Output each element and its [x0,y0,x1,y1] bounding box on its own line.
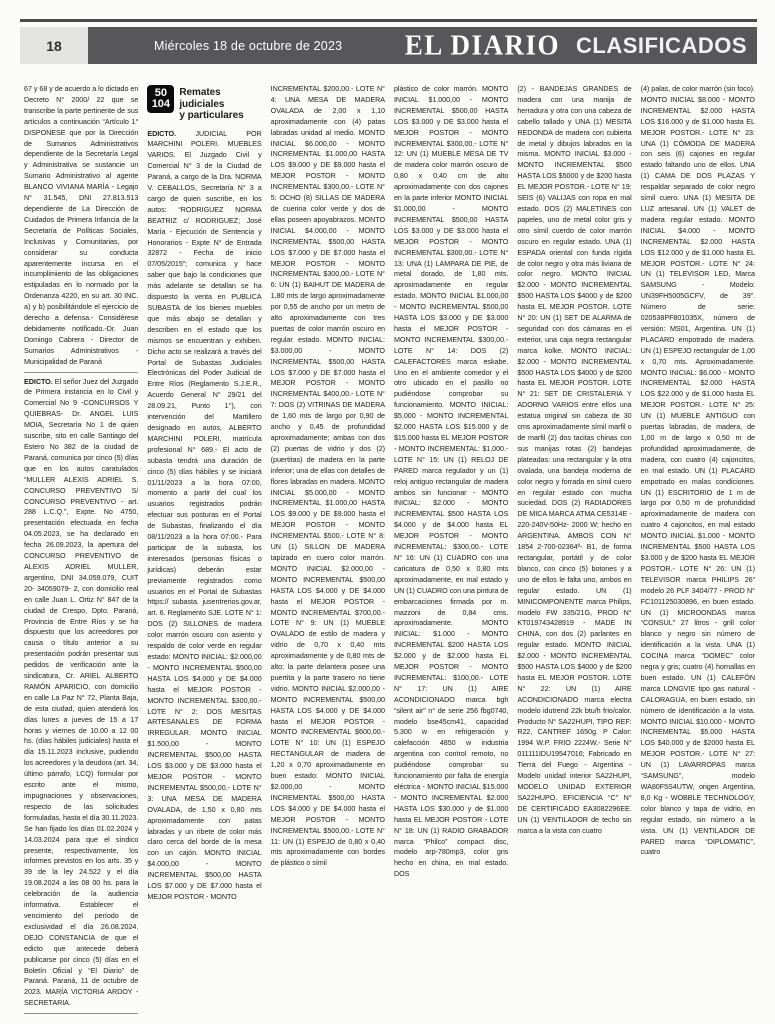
page-number: 18 [20,27,88,64]
auction-notice-part-2: INCREMENTAL $200,00.- LOTE N° 4: UNA MESA DE MADERA OVALADA de 2,00 x 1,10 aproximadamente con (4) patas labradas unidad al medio. MONTO INICIAL $6.000,00 - MONTO INCREMENTAL $1.000,00 HASTA LOS $9.000 y DE $9.000 hasta el MEJOR POSTOR - MONTO INCREMENTAL $300,00.- LOTE N° 5: OCHO (8) SILLAS DE MADERA de cuerina color verde y dos de ellas poseen apoyabrazos. MONTO INICIAL $4.000,00 - MONTO INCREMENTAL $500,00 HASTA LOS $7.000 y DE $7.000 hasta el MEJOR POSTOR - MONTO INCREMENTAL $300,00.- LOTE N° 6: UN (1) BAIHUT DE MADERA de 1,80 mts de largo aproximadamente por 0,55 de ancho por un metro de alto aproximadamente con tres puertas de color marrón oscuro en regular estado. MONTO INICIAL: $3.000,00 - MONTO INCREMENTAL $500,00 HASTA LOS $7.000 y DE $7.000 hasta el MEJOR POSTOR - MONTO INCREMENTAL $400,00.- LOTE N° 7: DOS (2) VITRINAS DE MADERA de 1,60 mts de largo por 0,90 de ancho y 0,45 de profundidad aproximadamente; ambas con dos (2) puertas de vidrio y dos (2) (puertitas) de madera en la parte inferior; una de ellas con detalles de flores labradas en madera. MONTO INICIAL $5.000,00 - MONTO INCREMENTAL $1.000,00 HASTA LOS $9.000 y DE $9.000 hasta el MEJOR POSTOR - MONTO INCREMENTAL $500.- LOTE N° 8: UN (1) SILLON DE MADERA tapizado en cuero color marrón. MONTO INICIAL $2.000,00 - MONTO INCREMENTAL $500,00 HASTA LOS $4.000 y DE $4.000 hasta el MEJOR POSTOR - MONTO INCREMENTAL $700,00.- LOTE N° 9: UN (1) MUEBLE OVALADO de estilo de madera y vidrio de 0,70 x 0,40 mts aproximadamente y de 0,80 mts de alto; la parte delantera posee una puertita y la parte trasero no tiene vidrio. MONTO INICIAL $2.000,00 - MONTO INCREMENTAL $500,00 HASTA LOS $4.000 y DE $4.000 hasta el MEJOR POSTOR - MONTO INCREMENTAL $600,00.- LOTE N° 10: UN (1) ESPEJO RECTANGULAR de madera de 1,20 x 0,70 aproximadamente en buen estado: MONTO INICIAL $2.000,00 - MONTO INCREMENTAL $500,00 HASTA LOS $4.000 y DE $4.000 hasta el MEJOR POSTOR - MONTO INCREMENTAL $500,00.- LOTE N° 11: UN (1) ESPEJO de 0,80 x 0,40 mts aproximadamente con bordes de plástico o símil [270,84,385,868]
auction-notice-part-3: plástico de color marrón. MONTO INICIAL $1.000,00 - MONTO INCREMENTAL $500,00 HASTA LOS $3.000 y DE $3.000 hasta el MEJOR POSTOR - MONTO INCREMENTAL $300,00.- LOTE N° 12: UN (1) MUEBLE MESA DE TV de madera color marrón oscuro de 0,80 x 0,40 cm de alto aproximadamente con dos cajones en la parte inferior MONTO INICIAL $1.000,00 - MONTO INCREMENTAL $500,00 HASTA LOS $3.000 y DE $3.000 hasta el MEJOR POSTOR - MONTO INCREMENTAL $300,00.- LOTE N° 13: UNA (1) LAMPARA DE PIE, de metal dorado, de 1,80 mts. aproximadamente en regular estado. MONTO INICIAL $1.000,00 - MONTO INCREMENTAL $500,00 HASTA LOS $3.000 y DE $3.000 hasta el MEJOR POSTOR - MONTO INCREMENTAL $300,00.- LOTE N° 14: DOS (2) CALEFACTORES marca eskabe. Uno en el ambiente comedor y el otro ubicado en el pasillo no pudiéndose comprobar su funcionamiento. MONTO INICIAL: $5.000 - MONTO INCREMENTAL $2.000 HASTA LOS $15.000 y de $15.000 hasta EL MEJOR POSTOR - MONTO INCREMENTAL: $1.000.- LOTE N° 15: UN (1) RELOJ DE PARED marca regulador y un (1) reloj antiguo rectangular de madera ambos sin funcionar - MONTO INICIAL: $2.000 - MONTO INCREMENTAL $500 HASTA LOS $4.000 y de $4.000 hasta EL MEJOR POSTOR - MONTO INCREMENTAL: $300,00.- LOTE N° 16: UN (1) CUADRO con una caricatura de 0,50 x 0,80 mts aproximadamente, en mal estado y UN (1) CUADRO con una pintura de embarcaciones firmada por m. mazzoni de 0,84 cms. aproximadamente. MONTO INICIAL: $1.000 - MONTO INCREMENTAL $200 HASTA LOS $2.000 y de $2.000 hasta EL MEJOR POSTOR - MONTO INCREMENTAL: $100,00.- LOTE N° 17: UN (1) AIRE ACONDICIONADO marca bgh “silent air” n° de serie 256 fbg0740, modelo bse45cm41, capacidad 5.300 w en refrigeración y calefacción 4850 w industria argentina con control remoto, no pudiéndose comprobar su funcionamiento por falta de energía eléctrica - MONTO INICIAL $15.000 - MONTO INCREMENTAL $2.000 HASTA LOS $30.000 y de $1.000 hasta EL MEJOR POSTOR - LOTE N° 18: UN (1) RADIO GRABADOR marca “Philco” compact disc, modelo arp-780mp3, color gris hecho en china, en mal estado. DOS [393,84,509,879]
masthead [20,27,757,64]
edition-date: Miércoles 18 de octubre de 2023 [154,38,343,53]
section-label: CLASIFICADOS [576,32,747,58]
classifieds-body [24,84,755,1016]
column-5 [517,84,631,1016]
auction-notice-part-1: EDICTO. JUDICIAL POR MARCHINI POLERI. MUEBLES VARIOS. El Juzgado Civil y Comercial N° 3 de la Ciudad de Paraná, a cargo de la Dra. NORMA V. CEBALLOS, Secretaría N° 3 a cargo de quien suscribe, en los autos: “RODRIGUEZ NORMA BEATRIZ c/ RODRIGUEZ; José María - Ejecución de Sentencia y Honorarios - Expte N° de Entrada 32872 - Fecha de inicio 07/05/2015”; comunica y hace saber que bajo la condiciones que más adelante se detallan se ha dispuesto la venta en PUBLICA SUBASTA de los bienes muebles que más abajo se detallan y describen en el estado que los mismos se encuentran y exhiben. Dicho acto se realizará a través del Portal de Subastas Judiciales Electrónicas del Poder Judicial de Entre Ríos (Reglamento S.J.E.R., Acuerdo General N° 29/21 del 28.09.21, Punto 1°), con intervención del Martillero designado en autos, ALBERTO MARCHINI POLERI, matrícula profesional N° 689.- El acto de subasta tendrá una duración de cinco (5) días hábiles y se iniciará 01/11/2023 a la hora 07:00, momento a partir del cual los usuarios registrados podrán efectuar sus posturas en el Portal de Subastas, finalizando el día 08/11/2023 a la hora 07:00.- Para participar de la subasta, los interesados (personas físicas o jurídicas) deberán estar previamente registrados como usuarios en el Portal de Subastas https:// subasta. jusentrerios.gov.ar, art. 6. Reglamento SJE. LOTE N° 1: DOS (2) SILLONES de madera color marrón oscuro con asiento y respaldo de color verde en regular estado: MONTO INICIAL: $2.000,00 - MONTO INCREMENTAL $500,00 HASTA LOS $4.000 y DE $4.000 hasta el MEJOR POSTOR - MONTO INCREMENTAL $300,00.- LOTE N° 2: DOS MESITAS ARTESANALES DE FORMA IRREGULAR. MONTO INICIAL $1.500,00 - MONTO INCREMENTAL $500,00 HASTA LOS $3.000 y DE $3.000 hasta el MEJOR POSTOR - MONTO INCREMENTAL $500,00.- LOTE N° 3: UNA MESA DE MADERA OVALADA, de 1,50 x 0,80 mts aproximadamente con patas labradas y un ribete de color más claro cerca del borde de la mesa con un cajón. MONTO INICIAL $4.000,00 - MONTO INCREMENTAL $500,00 HASTA LOS $7.000 y DE $7.000 hasta el MEJOR POSTOR - MONTO [147,128,262,901]
column-3 [271,84,385,1016]
top-rule [20,19,757,22]
divider [24,1013,138,1014]
legal-notice-concurso: EDICTO. El señor Juez del Juzgado de Primera instancia en lo Civil y Comercial No 9 -CONCURSOS Y QUIEBRAS- Dr. ANGEL LUIS MOIA, Secretaría No 1 de quien suscribe, sito en calle Santiago del Estero No 382 de la ciudad de Paraná, comunica por cinco (5) días que en los autos caratulados “MULLER ALEXIS ADRIEL S. CONCURSO PREVENTIVO S/ CONCURSO PREVENTIVO - art. 288 L.C.Q.”, Expte. No 4750, presentación efectuada en fecha 04.05.2023, se ha declarado en fecha 26.09.2023, la apertura del CONCURSO PREVENTIVO de ALEXIS ADRIEL MULLER, argentino, DNI 34.059.079, CUIT 20- 34059079- 2, con domicilio real en calle Juan L. Ortiz N° 847 de la ciudad de Crespo, Dpto. Paraná, Provincia de Entre Ríos y se ha dispuesto que los acreedores por causa o título anterior a su presentación podrán presentar sus pedidos de verificación ante la sindicatura, Cr. ARIEL ALBERTO RAMÓN APARICIO, con domicilio en calle La Paz N° 72, Planta Baja, de esta ciudad, quien atenderá los días lunes a jueves de 15 a 17 horas y viernes de 10.00 a 12 00 hs. (días hábiles judiciales) hasta el día 15.11.2023 inclusive, pudiendo los acreedores y la deudora (art. 34, último párrafo, LCQ) formular por escrito ante el mismo, impugnaciones y observaciones, respecto de las solicitudes formuladas, hasta el día 30.11.2023. Se han fijado los días 01.02.2024 y 14.03.2024 para que el síndico presente, respectivamente, los informes previstos en los arts. 35 y 39 de la ley 24.522 y el día 19.08.2024 a las 08 00 hs. para la celebración de la audiencia informativa. Establecer el vencimiento del período de exclusividad el día 26.08.2024. DEJO CONSTANCIA de que el edicto que antecede deberá publicarse por cinco (5) días en el Boletín Oficial y “El Diario” de Paraná. Paraná, 11 de octubre de 2023. MARÍA VICTORIA ARDOY - SECRETARIA. [24,376,139,1008]
section-header [147,85,261,122]
column-1 [24,84,138,1016]
auction-notice-part-5: (4) palas, de color marrón (sin foco). MONTO INICIAL $8.000 - MONTO INCREMENTAL $2.000 HASTA LOS $16.000 y de $1.000 hasta EL MEJOR POSTOR.- LOTE N° 23: UNA (1) CÓMODA DE MADERA con seis (6) cajones en regular estado faltando uno de ellos. UNA (1) CAMA DE DOS PLAZAS Y respaldar separado de color negro símil cuero. UNA (1) MESITA DE LUZ artesanal. UN (1) VALET de madera regular estado. MONTO INICIAL $4.000 - MONTO INCREMENTAL $2.000 HASTA LOS $12.000 y de $1.000 hasta EL MEJOR POSTOR.- LOTE N° 24: UN (1) TELEVISOR LED, Marca SAMSUNG - Modelo: UN39FH5005GCFV, de 39”. Número de serie: 020538PF801035X, número de versión: MS01, Argentina. UN (1) PLACARD empotrado de madera. UN (1) ESPEJO rectangular de 1,00 x 0,70 mts. Aproximadamente. MONTO INICIAL: $6.000 - MONTO INCREMENTAL $2.000 HASTA LOS $22.000 y de $1.000 hasta EL MEJOR POSTOR.- LOTE N° 25: UN (1) MUEBLE ANTIGUO con puertas labradas, de madera, de 1,00 m de largo x 0,50 m de profundidad aproximadamente, de madera, con cuatro (4) cajoncitos, en mal estado. UN (1) PLACARD empotrado en malas condiciones. UN (1) ESCRITORIO de 1 m de largo por 0,50 m de profundidad aproximadamente de madera con cuatro 4 cajoncitos, en mal estado MONTO INICIAL $1.000 - MONTO INCREMENTAL $500 HASTA LOS $3.000 y de $200 hasta EL MEJOR POSTOR.- LOTE N° 26: UN (1) TELEVISOR marca PHILIPS 26” modelo 26 PLF 3404/77 - PROD N° FC101125030896, en buen estado. UN (1) MICROONDAS marca “CONSUL” 27 litros - grill color blanco y negro sin número de identificación a la vista. UNA (1) COCINA marca “DOMEC” color negra y gris; cuatro (4) hornallas en buen estado. UN (1) CALEFÓN marca LONGVIE tipo gas natural - CALORAGUA, en buen estado, sin número de identificación a la vista. MONTO INICIAL $10.000 - MONTO INCREMENTAL $5.000 HASTA LOS $40.000 y de $2000 hasta EL MEJOR POSTOR.- LOTE N° 27: UN (1) LAVARROPAS marca “SAMSUNG”, modelo WA80F5S4UTW, origen Argentina, 8,0 Kg - WOBBLE TECHNOLOGY, color blanco y tapa de vidrio, en regular estado, sin número a la vista. UN (1) VENTILADOR DE PARED marca “DIPLOMATIC”, cuatro [640,84,755,857]
divider [24,372,138,373]
newspaper-logo: EL DIARIO [404,29,560,61]
legal-notice-sumario: 67 y 68 y de acuerdo a lo dictado en Decreto N° 2000/ 22 que se transcribe la parte pertinente de sus artículos a continuación “Artículo 1° DISPONESE que por la Dirección de Sumarios Administrativos dependiente de la Secretaría Legal y Administrativa se sustancie un Sumario Administrativo al agente BLANCO VIVIANA MARÍA - Legajo N° 31.545, DNI 27.813.513 dependiente de La Dirección de Cuidados de Primera Infancia de la Secretaría de Políticas Sociales, Inclusivas y Comunitarias, por considerar su conducta aparentemente incursa en el incumplimiento de las obligaciones estipuladas en lo normado por la Ordenanza 4220, en su art. 30 INC. a) y b) posibilitándole el ejercicio de derecho a defensa.- Considérese debidamente notificado.-Dr. Juan Domingo Cabrera - Director de Sumarios Administrativos - Municipalidad de Paraná [24,84,139,366]
category-badge: 50 104 [147,85,174,113]
column-6 [641,84,755,1016]
column-2 [147,84,261,1016]
section-title: Remates judiciales y particulares [179,87,244,121]
auction-notice-part-4: (2) - BANDEJAS GRANDES de madera con una manija de herradura y otra con una cabeza de cabello tallado y UNA (1) MESITA REDONDA de madera con cubierta de metal y dibujos labrados en la misma. MONTO INICIAL $3.000 - MONTO INCREMENTAL $500 HASTA LOS $5000 y de $200 hasta EL MEJOR POSTOR.- LOTE N° 19: SEIS (6) VALIJAS con ropa en mal estado. DOS (2) MALETINES con papeles, uno de metal color gris y otro símil cuerdo de color marrón oscuro en regular estado. UNA (1) ESPADA oriental con funda rígida de color negro y otra más liviana de color negro. MONTO INICIAL $2.000 - MONTO INCREMENTAL $500 HASTA LOS $4000 y de $200 hasta EL MEJOR POSTOR. LOTE N° 20: UN (1) SET DE ALARMA de seguridad con dos cámaras en el exterior, una caja negra rectangular marca kolke. MONTO INICIAL: $2.000 - MONTO INCREMENTAL $500 HASTA LOS $4000 y de $200 hasta EL MEJOR POSTOR. LOTE N° 21: SET DE CRISTALERIA Y ADORNO VARIOS entre ellos una estatua original sin cabeza de 30 cms aproximadamente símil marfil o de marfil (2) dos tacitas chinas con sus manijas rotas (2) bandejas plateadas: una rectangular y la otra ovalada, una bandeja moderna de color negro y forrada en símil cuero en regular estado con mucha suciedad. DOS (2) RADIADORES DE MICA MARCA ATMA CE5314E - 220-240V-50Hz- 2000 W; hecho en ARGENTINA. AMBOS CON N° 1854 2-700-02364ª- B1, de forma rectangular, portátil y de color blanco, con cinco (5) botones y a uno de ellos le falta uno, ambos en regular estado. UN (1) MINICOMPONENTE marca Philips, modelo FW 335/21G, PROD N° KT019743428919 - MADE IN CHINA, con dos (2) parlantes en regular estado. MONTO INICIAL $2.000 - MONTO INCREMENTAL $500 HASTA LOS $4000 y de $200 hasta EL MEJOR POSTOR. LOTE N° 22: UN (1) AIRE ACONDICIONADO marca electra modelo idutrend 22k btu/h frio/calor. Producto N° SA22HUPI, TIPO REF: R22, CANTREF 1650g. P Calor: 1994 W.P. FRIO 2224W.- Serie N° 011111IDU19547016; Fabricado en Tierra del Fuego - Argentina - Modelo unidad interior SA22HUPI, MODELO UNIDAD EXTERIOR SA22HUPO. EFICIENCIA “C” N° DE CERTIFICADO EA3082296EE. UN (1) VENTILADOR de techo sin marca a la vista con cuatro [517,84,632,835]
masthead-bar [88,27,757,64]
column-4 [394,84,508,1016]
